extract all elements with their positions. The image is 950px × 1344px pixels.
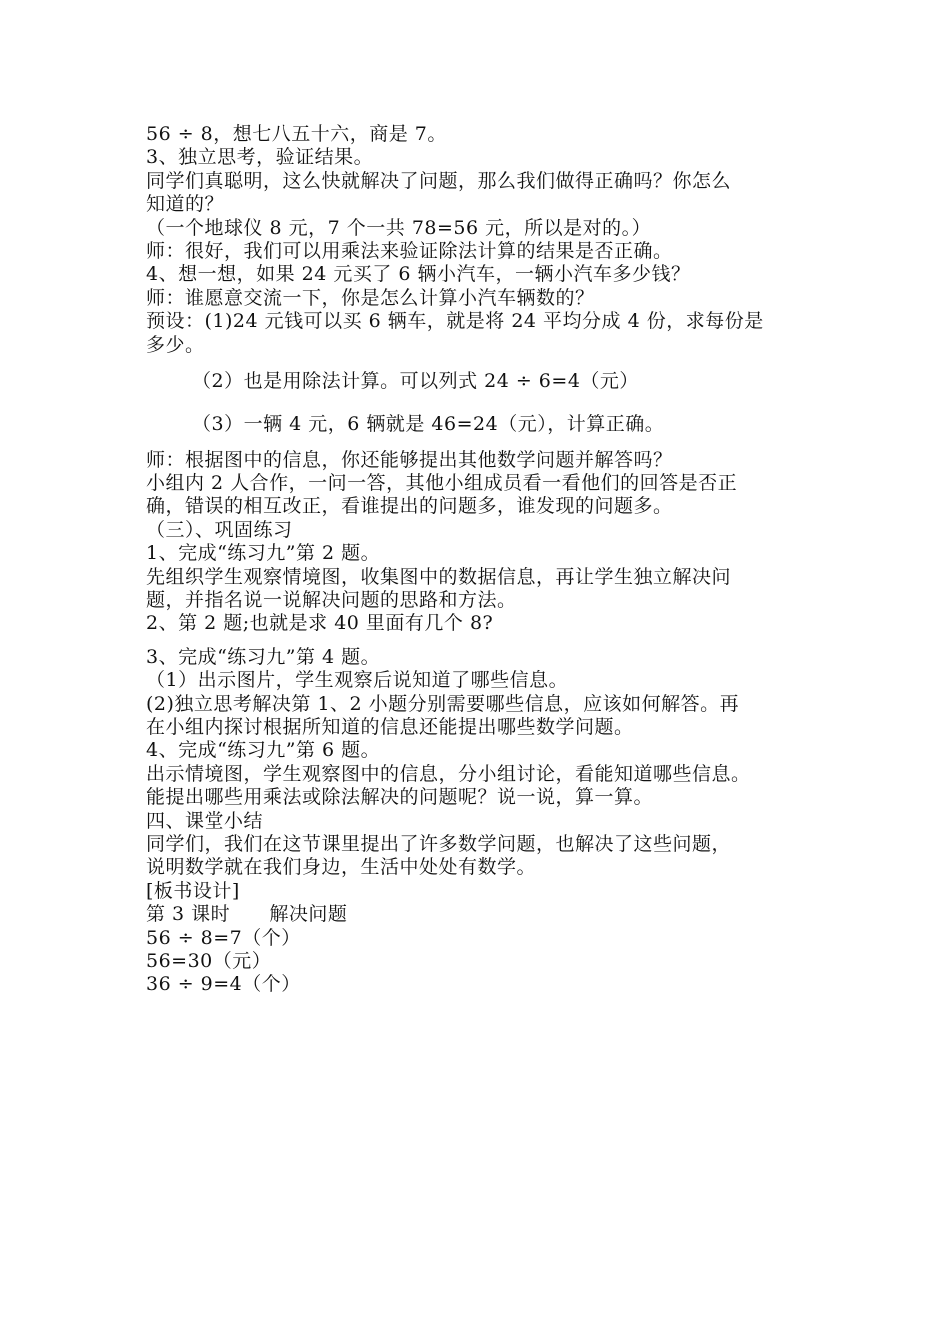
text-line: (2)独立思考解决第 1、2 小题分别需要哪些信息，应该如何解答。再 (146, 692, 740, 715)
text-line: 4、完成“练习九”第 6 题。 (146, 739, 381, 762)
text-line: 小组内 2 人合作，一问一答，其他小组成员看一看他们的回答是否正 (146, 472, 738, 495)
text-line: 说明数学就在我们身边，生活中处处有数学。 (146, 856, 537, 879)
text-line: 能提出哪些用乘法或除法解决的问题呢？说一说，算一算。 (146, 786, 654, 809)
text-line: 在小组内探讨根据所知道的信息还能提出哪些数学问题。 (146, 715, 634, 738)
text-line: 56 ÷ 8，想七八五十六，商是 7。 (146, 123, 447, 145)
text-line: 同学们，我们在这节课里提出了许多数学问题，也解决了这些问题， (146, 832, 732, 855)
text-line: 2、第 2 题;也就是求 40 里面有几个 8? (146, 612, 494, 635)
text-line: 1、完成“练习九”第 2 题。 (146, 542, 381, 565)
text-line: 知道的？ (146, 193, 225, 216)
board-design-heading: [板书设计] (146, 879, 240, 902)
text-line: 师：很好，我们可以用乘法来验证除法计算的结果是否正确。 (146, 239, 673, 262)
text-line: 题，并指名说一说解决问题的思路和方法。 (146, 589, 517, 612)
text-line: 先组织学生观察情境图，收集图中的数据信息，再让学生独立解决问 (146, 565, 732, 588)
text-line: 同学们真聪明，这么快就解决了问题，那么我们做得正确吗？你怎么 (146, 169, 732, 192)
text-line: （2）也是用除法计算。可以列式 24 ÷ 6=4（元） (192, 369, 639, 392)
equation-line: 56=30（元） (146, 949, 272, 972)
document-body (146, 123, 810, 997)
text-line: （1）出示图片，学生观察后说知道了哪些信息。 (146, 669, 569, 692)
text-line: 确，错误的相互改正，看谁提出的问题多，谁发现的问题多。 (146, 495, 673, 518)
text-line: 多少。 (146, 333, 205, 356)
equation-line: 36 ÷ 9=4（个） (146, 973, 301, 996)
text-line: 3、独立思考，验证结果。 (146, 146, 374, 169)
text-line: 师：谁愿意交流一下，你是怎么计算小汽车辆数的？ (146, 286, 595, 309)
text-line: 4、想一想，如果 24 元买了 6 辆小汽车，一辆小汽车多少钱？ (146, 263, 691, 286)
section-heading: 四、课堂小结 (146, 809, 264, 832)
text-line: 预设：(1)24 元钱可以买 6 辆车，就是将 24 平均分成 4 份，求每份是 (146, 310, 764, 333)
section-heading: （三）、巩固练习 (146, 518, 293, 541)
text-line: （一个地球仪 8 元，7 个一共 78=56 元，所以是对的。） (146, 216, 652, 239)
text-line: （3）一辆 4 元，6 辆就是 46=24（元），计算正确。 (192, 413, 665, 436)
text-line: 3、完成“练习九”第 4 题。 (146, 645, 381, 668)
text-line: 师：根据图中的信息，你还能够提出其他数学问题并解答吗？ (146, 448, 673, 471)
text-line: 出示情境图，学生观察图中的信息，分小组讨论，看能知道哪些信息。 (146, 762, 751, 785)
board-title: 第 3 课时 解决问题 (146, 903, 348, 926)
equation-line: 56 ÷ 8=7（个） (146, 926, 301, 949)
